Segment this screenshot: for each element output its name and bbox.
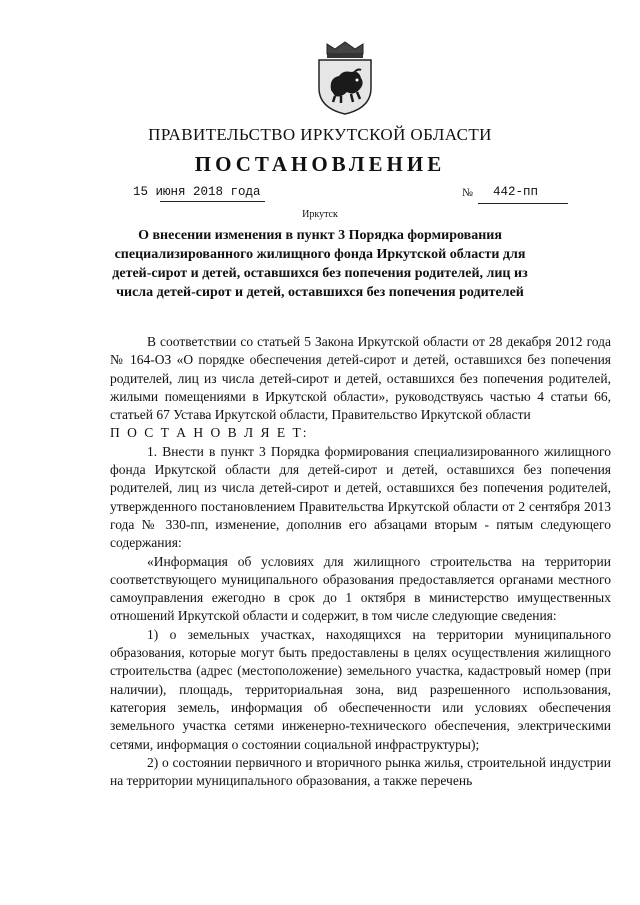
subitem-2-paragraph: 2) о состоянии первичного и вторичного рынка жилья, строительной индустрии на территории муниципального образования, а также перечень [110,754,611,789]
decree-title: О внесении изменения в пункт 3 Порядка формирования специализированного жилищного фонда Иркутской области для детей-сирот и детей, оставшихся без попечения родителей, лиц из числа детей-сирот и детей, оставшихся без попечения родителей [112,228,528,300]
date-underline [160,201,265,202]
decree-date: 15 июня 2018 года [133,185,261,199]
number-underline [478,203,568,204]
number-label: № [462,187,473,199]
coat-of-arms-icon [313,40,377,116]
resolves-heading: П О С Т А Н О В Л Я Е Т: [110,425,309,441]
preamble-paragraph: В соответствии со статьей 5 Закона Иркутской области от 28 декабря 2012 года № 164-ОЗ «О порядке обеспечения детей-сирот и детей, оставшихся без попечения родителей, лиц из числа детей-сирот и детей, оставшихся без попечения родителей, жилыми помещениями в Иркутской области», руководствуясь частью 4 статьи 66, статьей 67 Устава Иркутской области, Правительство Иркутской области [110,334,611,423]
quote-paragraph: «Информация об условиях для жилищного строительства на территории соответствующего муниципального образования предоставляется органами местного самоуправления ежегодно в срок до 1 октября в министерство имущественных отношений Иркутской области и содержит, в том числе следующие сведения: [110,553,611,624]
city: Иркутск [302,209,338,220]
decree-number: 442-пп [493,185,539,199]
subitem-1-paragraph: 1) о земельных участках, находящихся на территории муниципального образования, которые могут быть предоставлены в целях осуществления жилищного строительства (адрес (местоположение) земельного участка, кадастровый номер (при наличии), площадь, территориальная зона, вид разрешенного использования, категория земель, информация об обеспеченности или условиях обеспечения земельного участка сетями инженерно-технического обеспечения, электрическими сетями, информация о состоянии социальной инфраструктуры); [110,626,611,752]
item-1-paragraph: 1. Внести в пункт 3 Порядка формирования специализированного жилищного фонда Иркутской области для детей-сирот и детей, оставшихся без попечения родителей, лиц из числа детей-сирот и детей, оставшихся без попечения родителей, утвержденного постановлением Правительства Иркутской области от 2 сентября 2013 года № 330-пп, изменение, дополнив его абзацами вторым - пятым следующего содержания: [110,443,611,551]
government-name: ПРАВИТЕЛЬСТВО ИРКУТСКОЙ ОБЛАСТИ [148,125,492,144]
decree-body [110,333,611,790]
document-type: ПОСТАНОВЛЕНИЕ [194,152,446,176]
